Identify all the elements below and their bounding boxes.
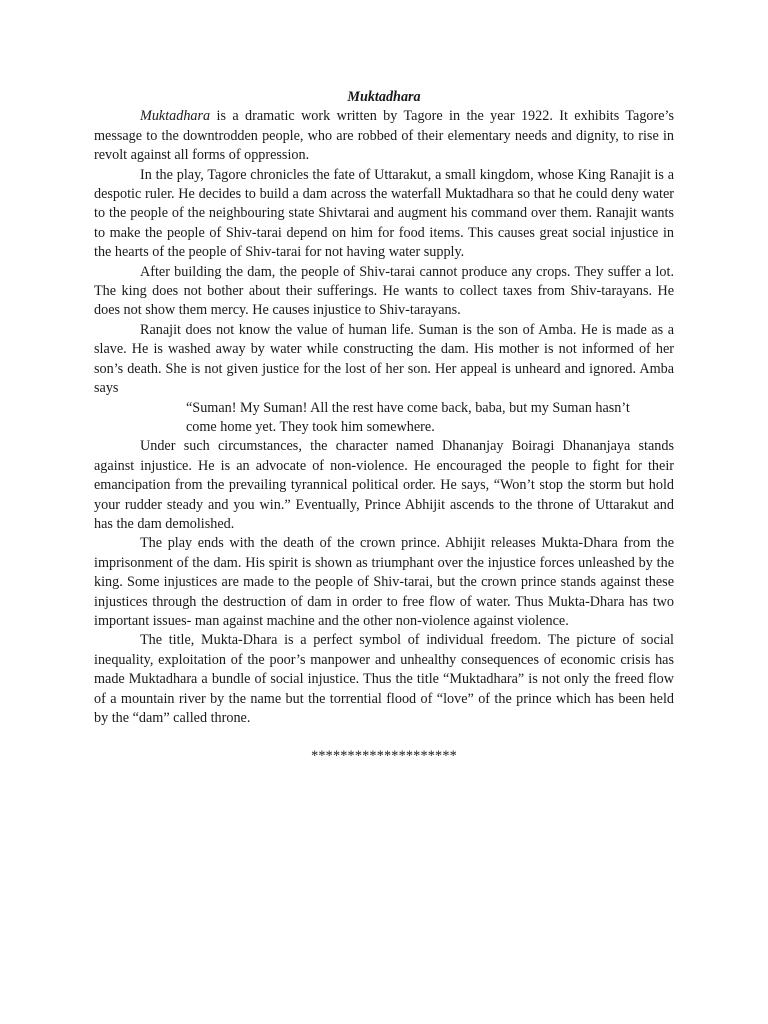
title-italic: Muktadhara [140,108,211,125]
document-page [94,88,674,767]
paragraph-7: The title, Mukta-Dhara is a perfect symbol of individual freedom. The picture of social inequality, exploitation of the poor’s manpower and unhealthy consequences of economic crisis has made Muktadhara a bundle of social injustice. Thus the title “Muktadhara” is not only the freed flow of a mountain river by the name but the torrential flood of “love” of the prince which has been held by the “dam” called throne. [94,632,674,726]
paragraph-2: In the play, Tagore chronicles the fate of Uttarakut, a small kingdom, whose King Ranajit is a despotic ruler. He decides to build a dam across the waterfall Muktadhara so that he could deny water to the people of the neighbouring state Shivtarai and augment his command over them. Ranajit wants to make the people of Shiv-tarai depend on him for food items. This causes great social injustice in the hearts of the people of Shiv-tarai for not having water supply. [94,166,674,261]
document-title: Muktadhara [347,89,421,105]
section-separator: ******************** [311,748,457,765]
paragraph-1 [94,107,674,165]
paragraph-4: Ranajit does not know the value of human life. Suman is the son of Amba. He is made as a slave. He is washed away by water while constructing the dam. His mother is not informed of her son’s death. She is not given justice for the lost of her son. Her appeal is unheard and ignored. Amba says [94,321,674,397]
paragraph-6: The play ends with the death of the crown prince. Abhijit releases Mukta-Dhara from the imprisonment of the dam. His spirit is shown as triumphant over the injustice forces unleashed by the king. Some injustices are made to the people of Shiv-tarai, but the crown prince stands against these injustices through the destruction of dam in order to free flow of water. Thus Mukta-Dhara has two important issues- man against machine and the other non-violence against violence. [94,535,674,629]
paragraph-1-text: is a dramatic work written by Tagore in the year 1922. It exhibits Tagore’s message to the downtrodden people, who are robbed of their elementary needs and dignity, to rise in revolt against all forms of oppression. [94,108,674,164]
block-quote: “Suman! My Suman! All the rest have come back, baba, but my Suman hasn’t come home yet. They took him somewhere. [186,399,630,435]
paragraph-3: After building the dam, the people of Shiv-tarai cannot produce any crops. They suffer a lot. The king does not bother about their sufferings. He wants to collect taxes from Shiv-tarayans. He does not show them mercy. He causes injustice to Shiv-tarayans. [94,263,674,319]
paragraph-5: Under such circumstances, the character named Dhananjay Boiragi Dhananjaya stands against injustice. He is an advocate of non-violence. He encouraged the people to fight for their emancipation from the prevailing tyrannical political order. He says, “Won’t stop the storm but hold your rudder steady and you win.” Eventually, Prince Abhijit ascends to the throne of Uttarakut and has the dam demolished. [94,438,674,532]
